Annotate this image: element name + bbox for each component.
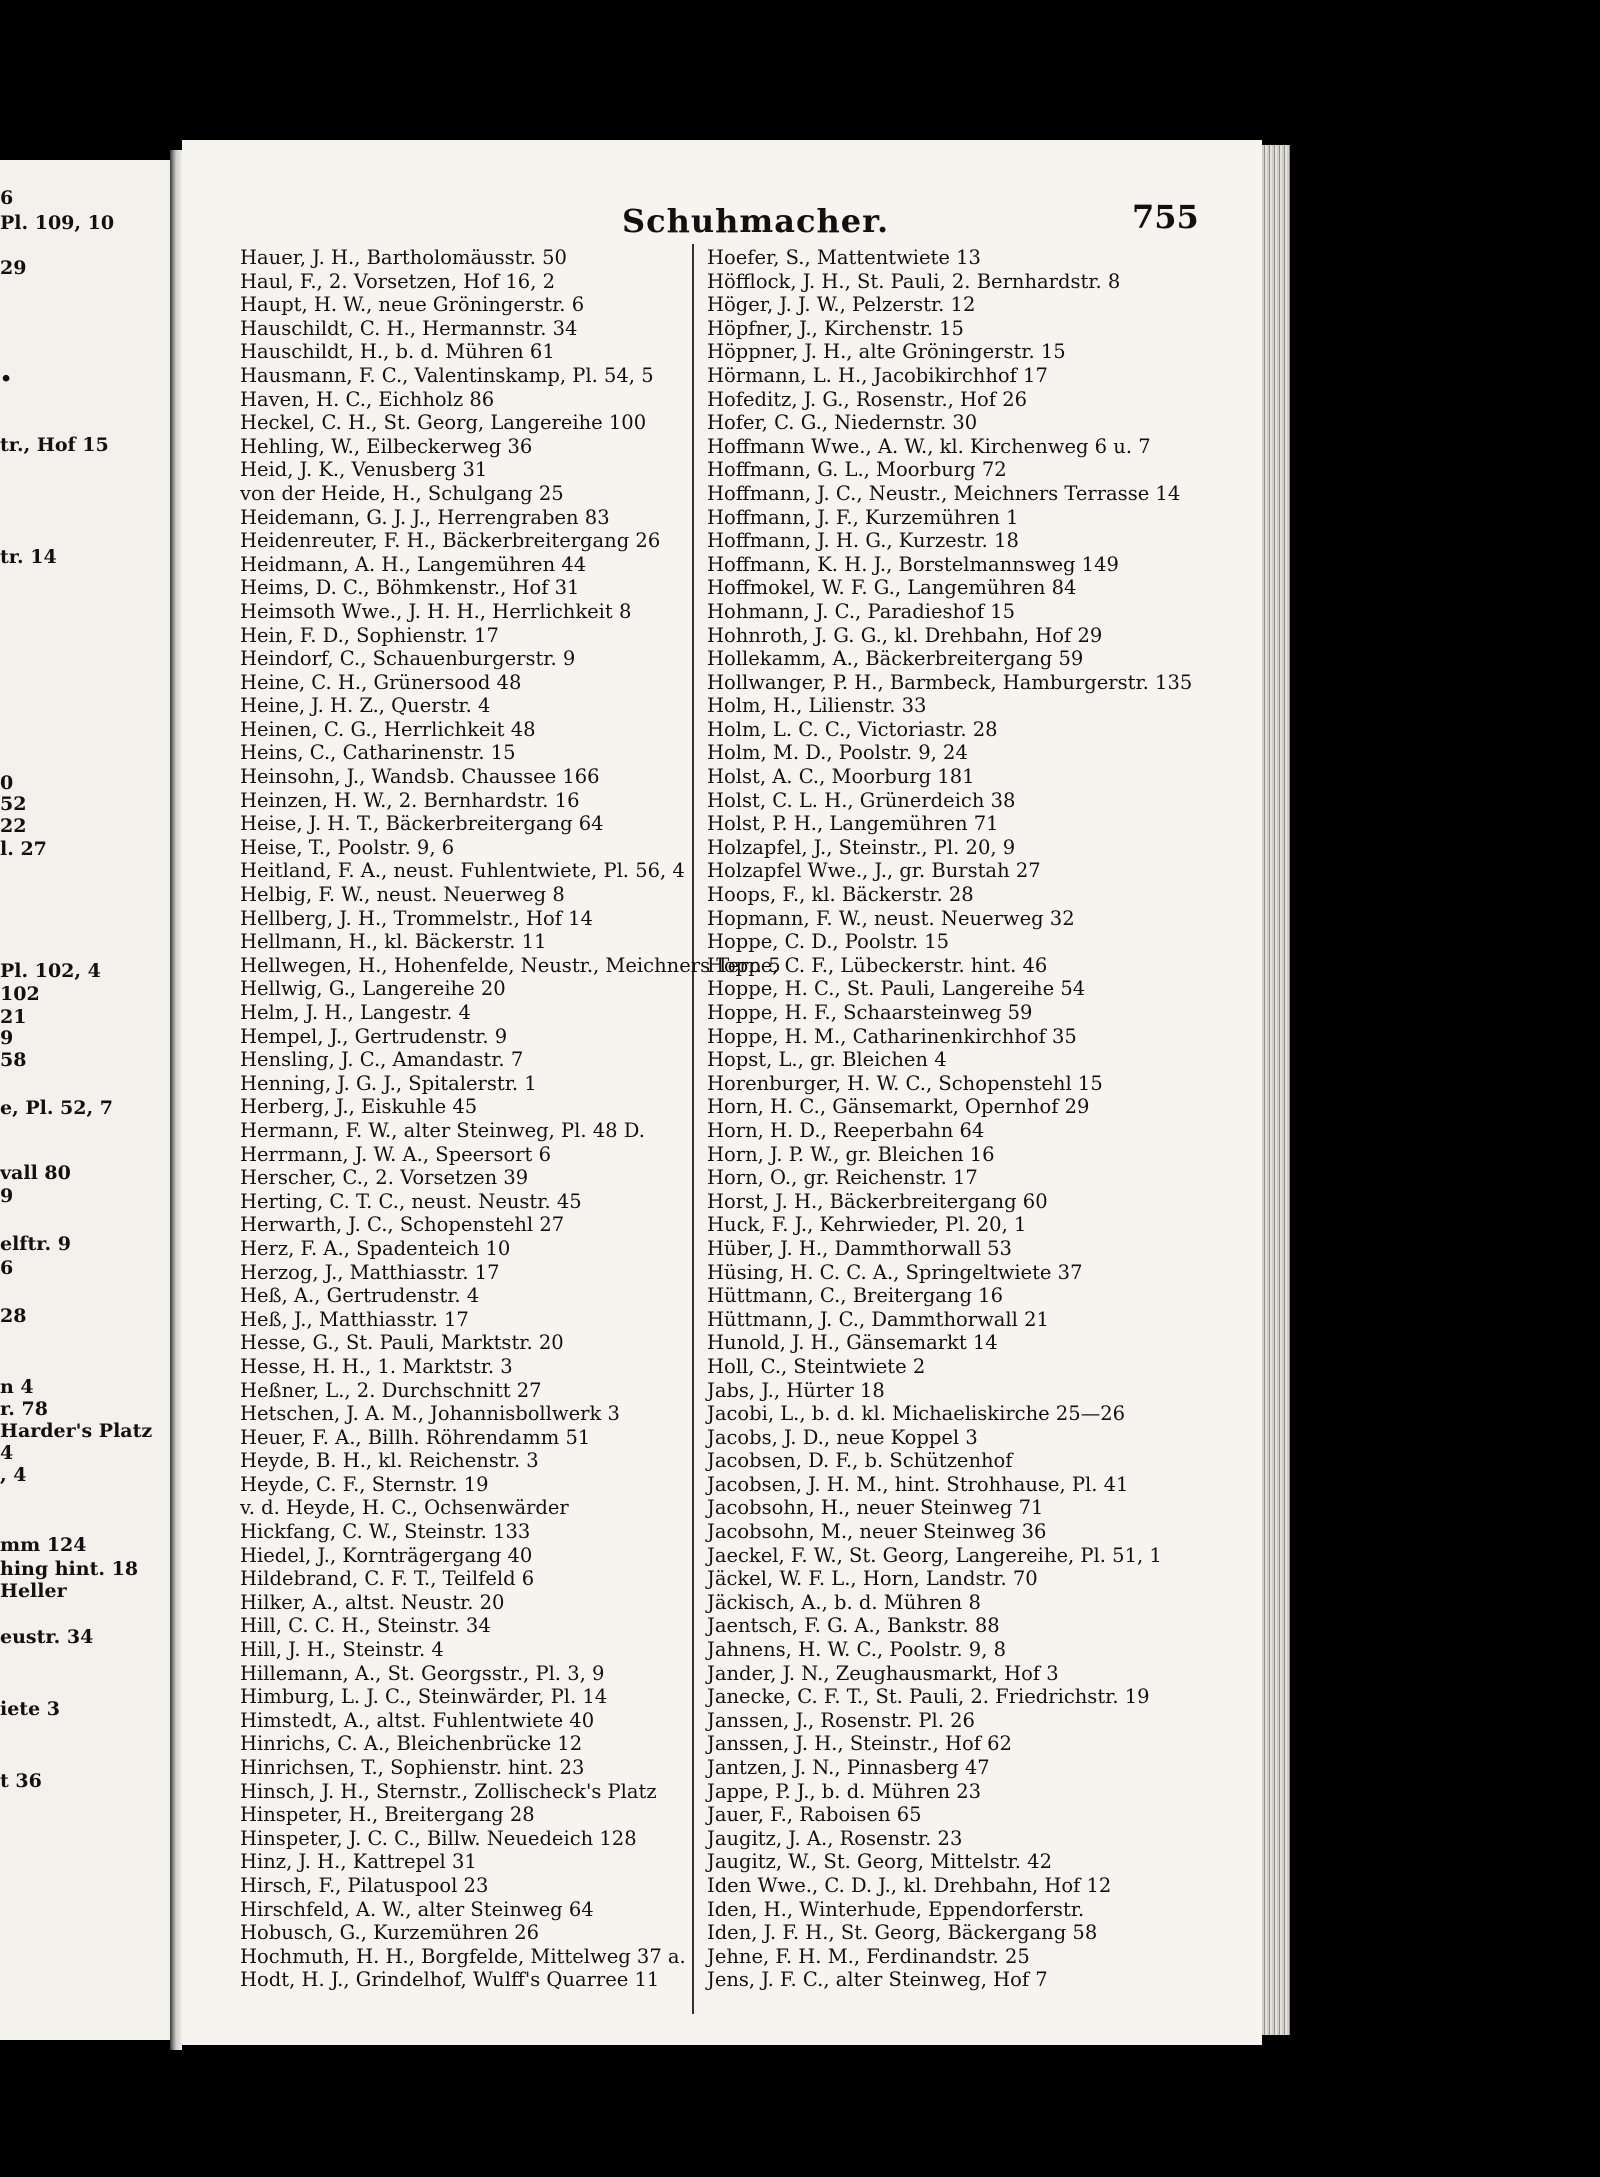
directory-entry: Heins, C., Catharinenstr. 15 — [240, 741, 516, 765]
directory-entry: Jäckisch, A., b. d. Mühren 8 — [707, 1590, 981, 1614]
facing-page-fragment: l. 27 — [0, 838, 47, 860]
directory-entry: Hauschildt, H., b. d. Mühren 61 — [240, 340, 555, 364]
directory-entry: Hirschfeld, A. W., alter Steinweg 64 — [240, 1897, 594, 1921]
facing-page-fragment: 21 — [0, 1006, 27, 1028]
directory-entry: Heindorf, C., Schauenburgerstr. 9 — [240, 647, 576, 671]
directory-entry: Jaentsch, F. G. A., Bankstr. 88 — [707, 1614, 1000, 1638]
directory-entry: Hüsing, H. C. C. A., Springeltwiete 37 — [707, 1260, 1083, 1284]
directory-entry: Jahnens, H. W. C., Poolstr. 9, 8 — [707, 1638, 1006, 1662]
directory-entry: Hempel, J., Gertrudenstr. 9 — [240, 1024, 508, 1048]
directory-entry: Heßner, L., 2. Durchschnitt 27 — [240, 1378, 542, 1402]
directory-entry: Hill, C. C. H., Steinstr. 34 — [240, 1614, 491, 1638]
directory-entry: Hinrichs, C. A., Bleichenbrücke 12 — [240, 1732, 583, 1756]
directory-entry: Hausmann, F. C., Valentinskamp, Pl. 54, 5 — [240, 363, 654, 387]
directory-entry: Höger, J. J. W., Pelzerstr. 12 — [707, 293, 976, 317]
directory-entry: Hilker, A., altst. Neustr. 20 — [240, 1590, 505, 1614]
directory-entry: Herrmann, J. W. A., Speersort 6 — [240, 1142, 551, 1166]
directory-entry: Jantzen, J. N., Pinnasberg 47 — [707, 1756, 990, 1779]
directory-entry: Hellmann, H., kl. Bäckerstr. 11 — [240, 930, 547, 954]
facing-page-fragment: e, Pl. 52, 7 — [0, 1097, 113, 1119]
directory-entry: Hunold, J. H., Gänsemarkt 14 — [707, 1331, 998, 1355]
directory-entry: Jacobsen, D. F., b. Schützenhof — [707, 1449, 1013, 1473]
directory-entry: Herting, C. T. C., neust. Neustr. 45 — [240, 1189, 582, 1213]
directory-entry: Heyde, B. H., kl. Reichenstr. 3 — [240, 1449, 539, 1473]
page-number: 755 — [1132, 198, 1199, 236]
directory-entry: Hollekamm, A., Bäckerbreitergang 59 — [707, 647, 1084, 671]
directory-entry: Jaeckel, F. W., St. Georg, Langereihe, Pl. 51, 1 — [707, 1543, 1162, 1567]
directory-entry: Hickfang, C. W., Steinstr. 133 — [240, 1520, 531, 1544]
directory-entry: Hillemann, A., St. Georgsstr., Pl. 3, 9 — [240, 1661, 605, 1685]
directory-entry: Iden, J. F. H., St. Georg, Bäckergang 58 — [707, 1921, 1098, 1945]
directory-entry: Heidmann, A. H., Langemühren 44 — [240, 552, 587, 576]
directory-entry: Herzog, J., Matthiasstr. 17 — [240, 1260, 500, 1284]
directory-entry: Hüttmann, C., Breitergang 16 — [707, 1284, 1003, 1308]
directory-entry: Heß, A., Gertrudenstr. 4 — [240, 1284, 480, 1308]
directory-entry: Heyde, C. F., Sternstr. 19 — [240, 1472, 489, 1496]
directory-entry: Hoffmann, J. H. G., Kurzestr. 18 — [707, 529, 1019, 553]
facing-page-fragment: r. 78 — [0, 1398, 48, 1420]
directory-entry: Heims, D. C., Böhmkenstr., Hof 31 — [240, 576, 580, 600]
directory-entry: Hüttmann, J. C., Dammthorwall 21 — [707, 1307, 1049, 1331]
directory-entry: Holzapfel Wwe., J., gr. Burstah 27 — [707, 859, 1041, 883]
directory-entry: Hesse, H. H., 1. Marktstr. 3 — [240, 1354, 513, 1378]
directory-entry: Heinsohn, J., Wandsb. Chaussee 166 — [240, 765, 600, 789]
directory-entry: Herberg, J., Eiskuhle 45 — [240, 1095, 478, 1119]
directory-entry: Hoppe, C. F., Lübeckerstr. hint. 46 — [707, 953, 1048, 977]
directory-entry: Heid, J. K., Venusberg 31 — [240, 458, 488, 482]
facing-page-fragment: 22 — [0, 815, 27, 837]
directory-entry: Iden Wwe., C. D. J., kl. Drehbahn, Hof 12 — [707, 1873, 1112, 1897]
facing-page-fragment: , 4 — [0, 1464, 27, 1486]
directory-entry: Holm, M. D., Poolstr. 9, 24 — [707, 741, 968, 765]
facing-page-fragment: tr. 14 — [0, 546, 57, 568]
directory-entry: Jaugitz, J. A., Rosenstr. 23 — [707, 1826, 963, 1850]
facing-page-fragment: iete 3 — [0, 1698, 61, 1720]
directory-entry: Holm, L. C. C., Victoriastr. 28 — [707, 717, 998, 741]
facing-page-fragment: 9 — [0, 1185, 14, 1207]
directory-entry: Holst, A. C., Moorburg 181 — [707, 765, 975, 789]
directory-entry: Hoffmann, J. F., Kurzemühren 1 — [707, 505, 1019, 529]
directory-entry: Hofer, C. G., Niedernstr. 30 — [707, 411, 978, 435]
directory-entry: Huck, F. J., Kehrwieder, Pl. 20, 1 — [707, 1213, 1027, 1237]
directory-entry: Himburg, L. J. C., Steinwärder, Pl. 14 — [240, 1685, 608, 1709]
directory-entry: Hochmuth, H. H., Borgfelde, Mittelweg 37 a. — [240, 1944, 686, 1968]
directory-entry: Hinrichsen, T., Sophienstr. hint. 23 — [240, 1756, 585, 1779]
directory-entry: Jacobs, J. D., neue Koppel 3 — [707, 1425, 978, 1449]
directory-entry: Heine, C. H., Grünersood 48 — [240, 670, 522, 694]
directory-entry: v. d. Heyde, H. C., Ochsenwärder — [240, 1496, 569, 1520]
directory-entry: Jacobsen, J. H. M., hint. Strohhause, Pl. 41 — [707, 1472, 1129, 1496]
directory-entry: Holzapfel, J., Steinstr., Pl. 20, 9 — [707, 835, 1016, 859]
facing-page-fragment: 6 — [0, 187, 14, 209]
facing-page-fragment: hing hint. 18 — [0, 1558, 139, 1580]
directory-entry: Helm, J. H., Langestr. 4 — [240, 1001, 471, 1024]
directory-entry: Holl, C., Steintwiete 2 — [707, 1354, 926, 1378]
directory-entry: Hoffmann Wwe., A. W., kl. Kirchenweg 6 u. 7 — [707, 434, 1151, 458]
directory-entry: Hodt, H. J., Grindelhof, Wulff's Quarree 11 — [240, 1968, 660, 1992]
directory-entry: Hein, F. D., Sophienstr. 17 — [240, 623, 499, 647]
directory-entry: Hoffmann, K. H. J., Borstelmannsweg 149 — [707, 552, 1119, 576]
directory-entry: Hiedel, J., Kornträgergang 40 — [240, 1543, 533, 1567]
directory-entry: Hoefer, S., Mattentwiete 13 — [707, 246, 981, 269]
directory-entry: Heckel, C. H., St. Georg, Langereihe 100 — [240, 411, 647, 435]
directory-entry: Hofeditz, J. G., Rosenstr., Hof 26 — [707, 387, 1028, 411]
directory-entry: Horst, J. H., Bäckerbreitergang 60 — [707, 1189, 1048, 1213]
facing-page-fragment: vall 80 — [0, 1162, 71, 1184]
directory-entry: Hoppe, H. F., Schaarsteinweg 59 — [707, 1001, 1033, 1024]
directory-entry: Hesse, G., St. Pauli, Marktstr. 20 — [240, 1331, 564, 1355]
directory-entry: Jäckel, W. F. L., Horn, Landstr. 70 — [707, 1567, 1038, 1591]
directory-entry: Herz, F. A., Spadenteich 10 — [240, 1236, 511, 1260]
facing-page-fragment: elftr. 9 — [0, 1233, 71, 1255]
directory-entry: Jabs, J., Hürter 18 — [707, 1378, 885, 1402]
directory-entry: Hill, J. H., Steinstr. 4 — [240, 1638, 444, 1662]
directory-entry: Hohnroth, J. G. G., kl. Drehbahn, Hof 29 — [707, 623, 1103, 647]
directory-entry: Heinzen, H. W., 2. Bernhardstr. 16 — [240, 788, 580, 812]
directory-entry: Hinspeter, J. C. C., Billw. Neuedeich 128 — [240, 1826, 637, 1850]
facing-page-fragment: 6 — [0, 1257, 14, 1279]
directory-entry: Hensling, J. C., Amandastr. 7 — [240, 1048, 524, 1072]
page-edges — [1262, 145, 1290, 2035]
directory-entry: Hoffmann, G. L., Moorburg 72 — [707, 458, 1007, 482]
page-header: Schuhmacher. — [622, 202, 890, 240]
directory-entry: Hüber, J. H., Dammthorwall 53 — [707, 1236, 1012, 1260]
directory-entry: Jacobi, L., b. d. kl. Michaeliskirche 25—26 — [707, 1402, 1126, 1426]
directory-entry: Hinspeter, H., Breitergang 28 — [240, 1803, 535, 1827]
facing-page-fragment: 9 — [0, 1027, 14, 1049]
directory-entry: Jehne, F. H. M., Ferdinandstr. 25 — [707, 1944, 1030, 1968]
directory-entry: Henning, J. G. J., Spitalerstr. 1 — [240, 1071, 537, 1095]
directory-entry: Heß, J., Matthiasstr. 17 — [240, 1307, 469, 1331]
directory-entry: Hauer, J. H., Bartholomäusstr. 50 — [240, 246, 567, 269]
directory-entry: Jens, J. F. C., alter Steinweg, Hof 7 — [707, 1968, 1048, 1992]
facing-page-fragment: eustr. 34 — [0, 1626, 94, 1648]
directory-entry: von der Heide, H., Schulgang 25 — [240, 481, 564, 505]
facing-page-fragment: 4 — [0, 1442, 14, 1464]
directory-entry: Hopst, L., gr. Bleichen 4 — [707, 1048, 947, 1072]
directory-entry: Hellwig, G., Langereihe 20 — [240, 977, 506, 1001]
facing-page-fragment: 28 — [0, 1305, 27, 1327]
facing-page-fragment: 0 — [0, 772, 14, 794]
directory-entry: Höfflock, J. H., St. Pauli, 2. Bernhardstr. 8 — [707, 269, 1121, 293]
directory-entry: Hetschen, J. A. M., Johannisbollwerk 3 — [240, 1402, 620, 1426]
directory-entry: Hinsch, J. H., Sternstr., Zollischeck's Platz — [240, 1779, 657, 1803]
directory-entry: Herscher, C., 2. Vorsetzen 39 — [240, 1166, 529, 1190]
facing-page-fragment: Harder's Platz — [0, 1420, 153, 1442]
facing-page-fragment: Pl. 109, 10 — [0, 212, 115, 234]
directory-entry: Hildebrand, C. F. T., Teilfeld 6 — [240, 1567, 535, 1591]
directory-entry: Heise, T., Poolstr. 9, 6 — [240, 835, 455, 859]
directory-entry: Heine, J. H. Z., Querstr. 4 — [240, 694, 491, 718]
directory-entry: Höpfner, J., Kirchenstr. 15 — [707, 316, 964, 340]
directory-entry: Hellberg, J. H., Trommelstr., Hof 14 — [240, 906, 593, 930]
directory-entry: Hoffmann, J. C., Neustr., Meichners Terrasse 14 — [707, 481, 1181, 505]
facing-page-fragment: • — [0, 368, 13, 390]
directory-entry: Haupt, H. W., neue Gröningerstr. 6 — [240, 293, 585, 317]
directory-entry: Herwarth, J. C., Schopenstehl 27 — [240, 1213, 565, 1237]
facing-page-fragment: 29 — [0, 257, 27, 279]
facing-page-fragment: t 36 — [0, 1770, 42, 1792]
directory-entry: Hohmann, J. C., Paradieshof 15 — [707, 599, 1016, 623]
facing-page-fragment: 58 — [0, 1049, 27, 1071]
right-page — [182, 140, 1262, 2045]
directory-entry: Horn, O., gr. Reichenstr. 17 — [707, 1166, 978, 1190]
directory-entry: Jander, J. N., Zeughausmarkt, Hof 3 — [707, 1661, 1059, 1685]
directory-entry: Holm, H., Lilienstr. 33 — [707, 694, 927, 718]
directory-entry: Heinen, C. G., Herrlichkeit 48 — [240, 717, 536, 741]
directory-entry: Jaugitz, W., St. Georg, Mittelstr. 42 — [707, 1850, 1052, 1874]
facing-page-fragment: mm 124 — [0, 1534, 87, 1556]
directory-entry: Hehling, W., Eilbeckerweg 36 — [240, 434, 533, 458]
directory-entry: Haven, H. C., Eichholz 86 — [240, 387, 495, 411]
directory-entry: Heitland, F. A., neust. Fuhlentwiete, Pl. 56, 4 — [240, 859, 685, 883]
directory-entry: Hollwanger, P. H., Barmbeck, Hamburgerstr. 135 — [707, 670, 1193, 694]
directory-entry: Hobusch, G., Kurzemühren 26 — [240, 1921, 540, 1945]
directory-entry: Hörmann, L. H., Jacobikirchhof 17 — [707, 363, 1048, 387]
directory-entry: Hellwegen, H., Hohenfelde, Neustr., Meichners Terr. 5 — [240, 953, 781, 977]
facing-page-fragment: 52 — [0, 793, 27, 815]
directory-entry: Heise, J. H. T., Bäckerbreitergang 64 — [240, 812, 604, 836]
directory-entry: Jappe, P. J., b. d. Mühren 23 — [707, 1779, 982, 1803]
facing-page-fragment: n 4 — [0, 1376, 34, 1398]
right-column — [707, 246, 1192, 1992]
book-spine — [170, 150, 182, 2050]
directory-entry: Horn, J. P. W., gr. Bleichen 16 — [707, 1142, 995, 1166]
directory-entry: Jacobsohn, H., neuer Steinweg 71 — [707, 1496, 1044, 1520]
directory-entry: Hoppe, H. C., St. Pauli, Langereihe 54 — [707, 977, 1086, 1001]
directory-entry: Hoppe, H. M., Catharinenkirchhof 35 — [707, 1024, 1077, 1048]
directory-entry: Jauer, F., Raboisen 65 — [707, 1803, 922, 1827]
directory-entry: Heuer, F. A., Billh. Röhrendamm 51 — [240, 1425, 591, 1449]
directory-entry: Hopmann, F. W., neust. Neuerweg 32 — [707, 906, 1075, 930]
facing-page-fragment: Heller — [0, 1580, 67, 1602]
directory-entry: Haul, F., 2. Vorsetzen, Hof 16, 2 — [240, 269, 555, 293]
directory-entry: Iden, H., Winterhude, Eppendorferstr. — [707, 1897, 1085, 1921]
directory-entry: Hoops, F., kl. Bäckerstr. 28 — [707, 883, 974, 907]
directory-entry: Horn, H. C., Gänsemarkt, Opernhof 29 — [707, 1095, 1090, 1119]
directory-entry: Hoppe, C. D., Poolstr. 15 — [707, 930, 950, 954]
directory-entry: Höppner, J. H., alte Gröningerstr. 15 — [707, 340, 1066, 364]
directory-entry: Helbig, F. W., neust. Neuerweg 8 — [240, 883, 565, 907]
directory-entry: Horn, H. D., Reeperbahn 64 — [707, 1118, 985, 1142]
directory-entry: Heimsoth Wwe., J. H. H., Herrlichkeit 8 — [240, 599, 632, 623]
directory-entry: Janssen, J., Rosenstr. Pl. 26 — [707, 1708, 975, 1732]
left-page-fragment — [0, 160, 173, 2040]
directory-entry: Janecke, C. F. T., St. Pauli, 2. Friedrichstr. 19 — [707, 1685, 1150, 1709]
left-column — [240, 246, 781, 1992]
directory-entry: Hinz, J. H., Kattrepel 31 — [240, 1850, 477, 1874]
directory-entry: Hoffmokel, W. F. G., Langemühren 84 — [707, 576, 1077, 600]
directory-entry: Heidenreuter, F. H., Bäckerbreitergang 26 — [240, 529, 661, 553]
directory-entry: Horenburger, H. W. C., Schopenstehl 15 — [707, 1071, 1103, 1095]
directory-entry: Holst, C. L. H., Grünerdeich 38 — [707, 788, 1016, 812]
facing-page-fragment: 102 — [0, 983, 40, 1005]
directory-entry: Hauschildt, C. H., Hermannstr. 34 — [240, 316, 578, 340]
facing-page-fragment: tr., Hof 15 — [0, 434, 109, 456]
directory-entry: Himstedt, A., altst. Fuhlentwiete 40 — [240, 1708, 595, 1732]
directory-entry: Hermann, F. W., alter Steinweg, Pl. 48 D. — [240, 1118, 645, 1142]
directory-entry: Heidemann, G. J. J., Herrengraben 83 — [240, 505, 610, 529]
facing-page-fragment: Pl. 102, 4 — [0, 960, 101, 982]
directory-entry: Jacobsohn, M., neuer Steinweg 36 — [707, 1520, 1047, 1544]
directory-entry: Hirsch, F., Pilatuspool 23 — [240, 1873, 489, 1897]
directory-entry: Janssen, J. H., Steinstr., Hof 62 — [707, 1732, 1012, 1756]
directory-entry: Holst, P. H., Langemühren 71 — [707, 812, 999, 836]
